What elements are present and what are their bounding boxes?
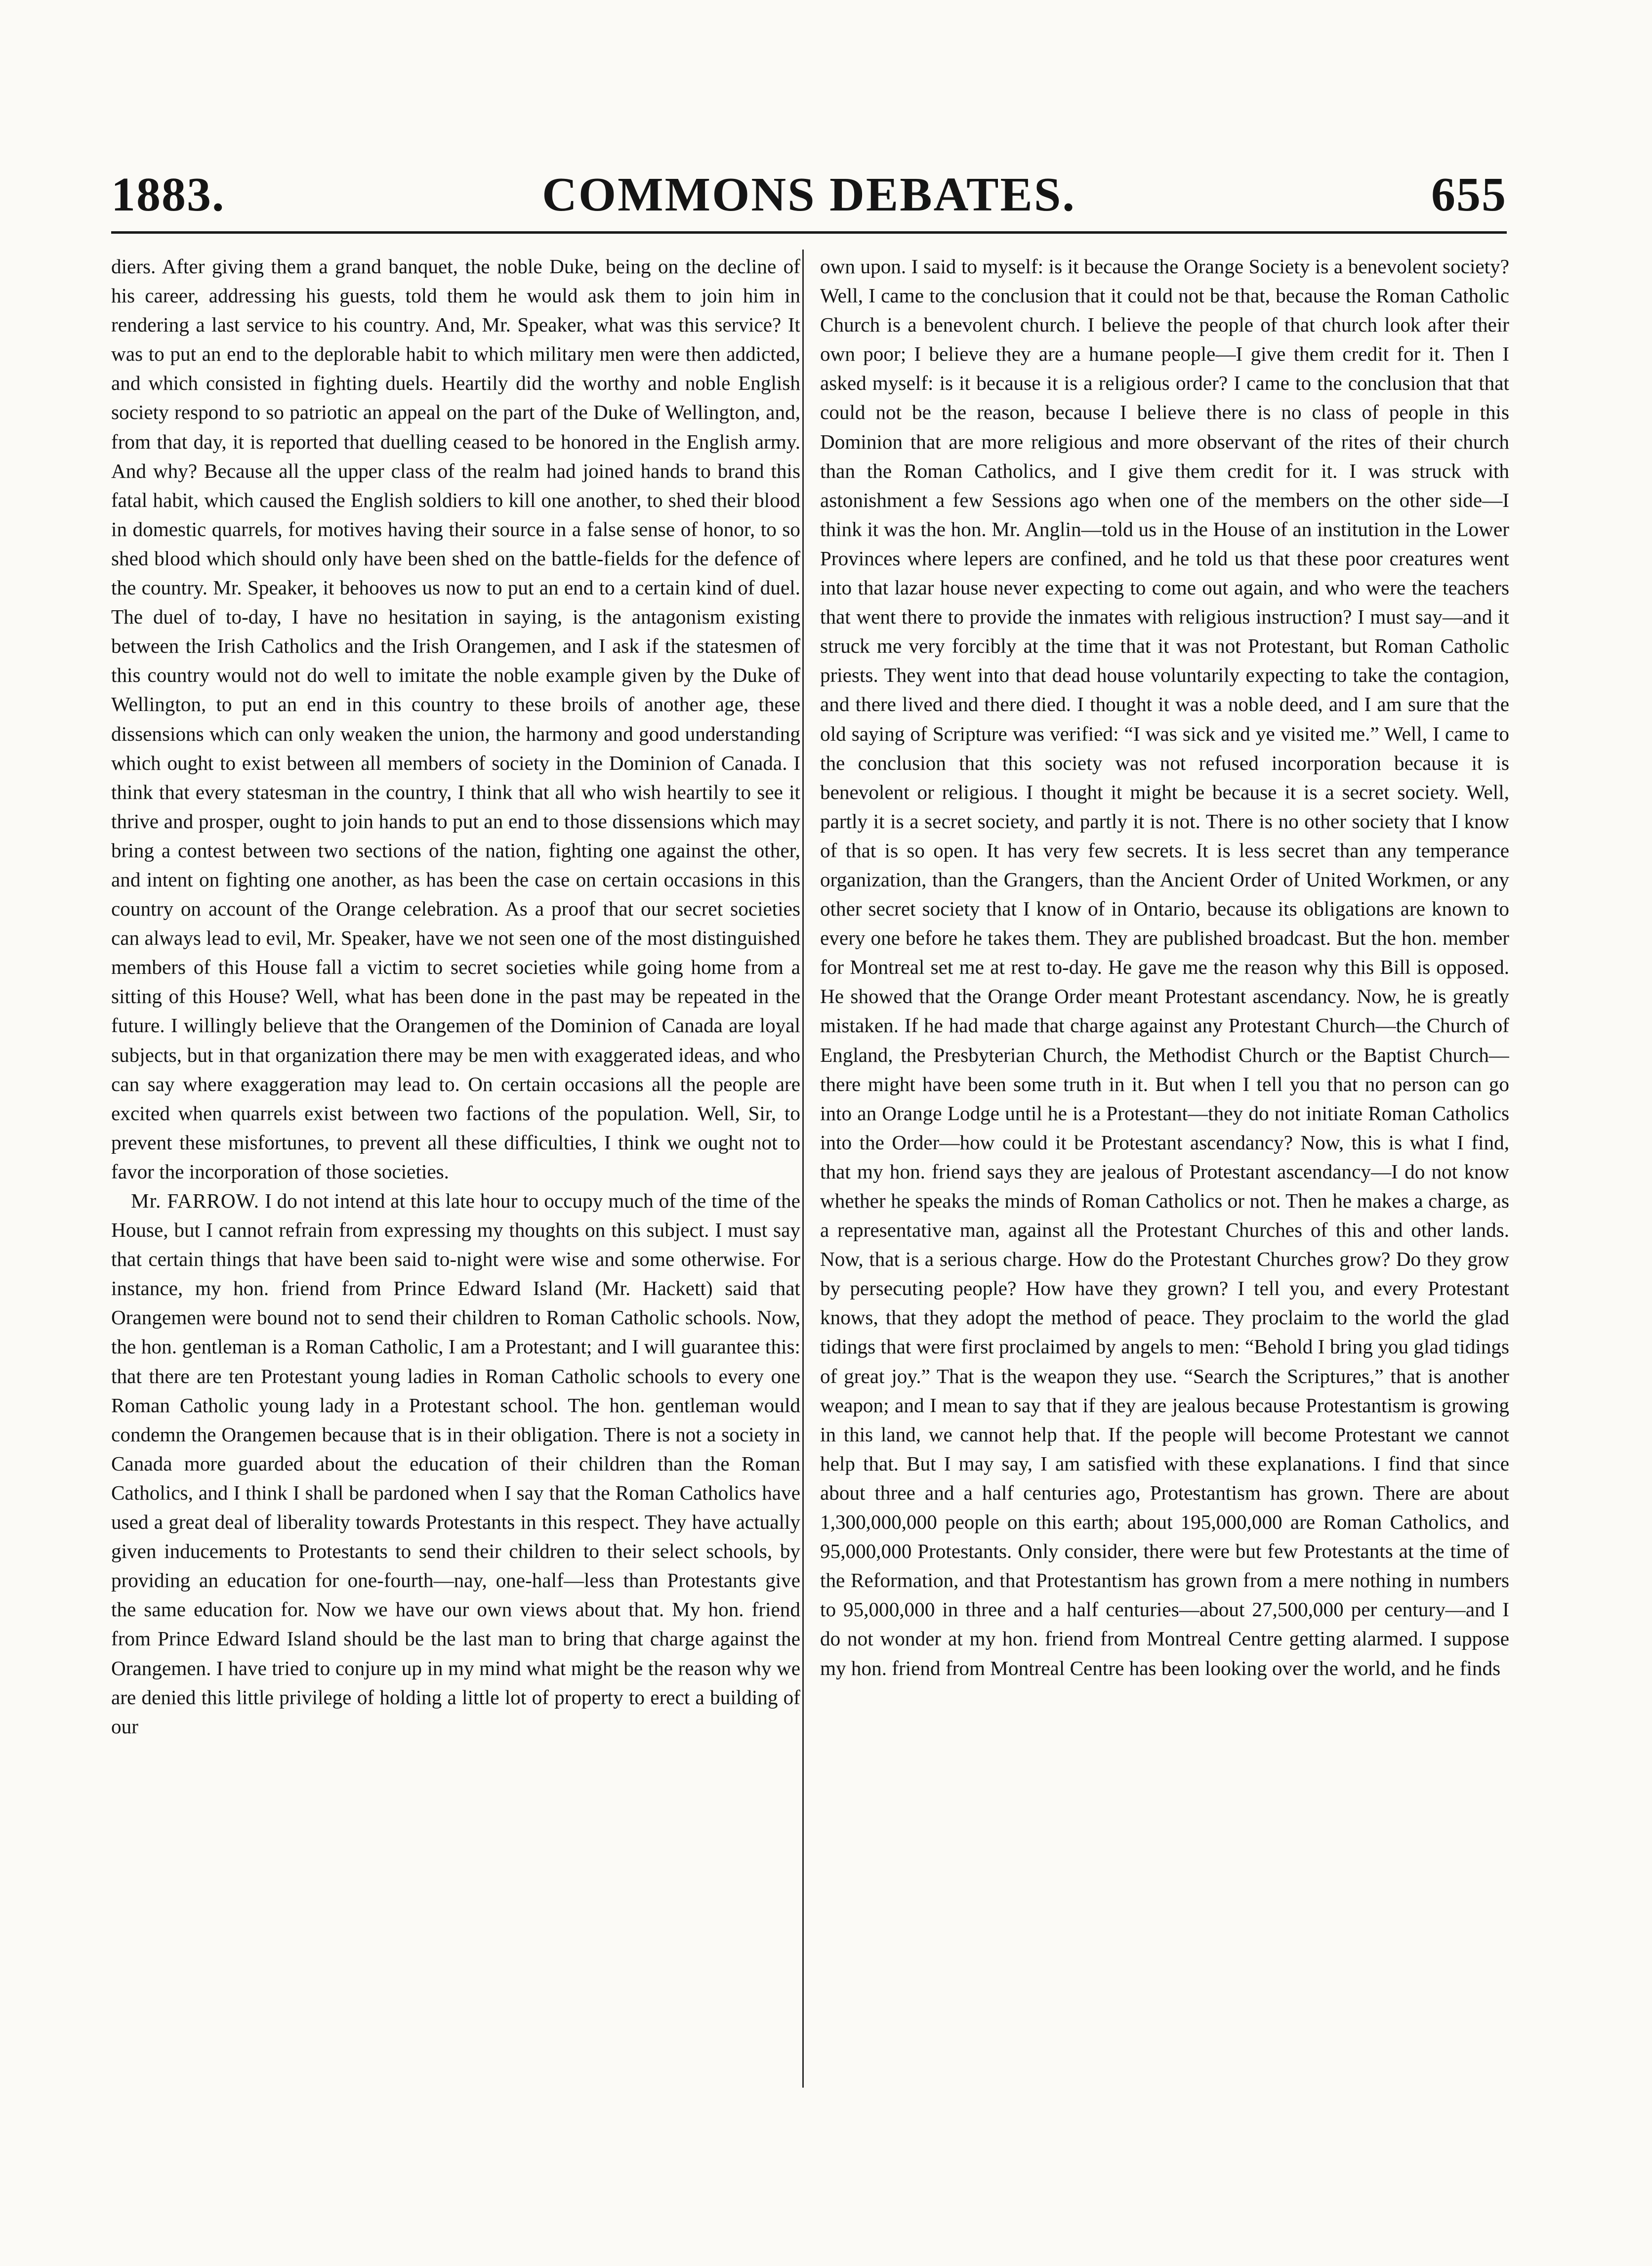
header-year: 1883. <box>111 168 225 221</box>
speaker-name: Mr. FARROW. <box>131 1189 259 1212</box>
column-divider <box>802 250 804 2088</box>
speech-text: I do not intend at this late hour to occupy much of the time of the House, but I cannot refrain from expressing my thoughts on this subject. I must say that certain things that have been said to-night were wise and some otherwise. For instance, my hon. friend from Prince Edward Island (Mr. Hackett) said that Orangemen were bound not to send their children to Roman Catholic schools. Now, the hon. gentleman is a Roman Catholic, I am a Protestant; and I will guarantee this: that there are ten Protestant young ladies in Roman Catholic schools to every one Roman Catholic young lady in a Protestant school. The hon. gentleman would condemn the Orangemen because that is in their obligation. There is not a society in Canada more guarded about the education of their children than the Roman Catholics, and I think I shall be pardoned when I say that the Roman Catholics have used a great deal of liberality towards Protestants in this respect. They have actually given inducements to Protestants to send their children to their select schools, by providing an education for one-fourth—nay, one-half—less than Protestants give the same education for. Now we have our own views about that. My hon. friend from Prince Edward Island should be the last man to bring that charge against the Orangemen. I have tried to conjure up in my mind what might be the reason why we are denied this little privilege of holding a little lot of property to erect a building of our <box>111 1189 800 1738</box>
left-paragraph-2 <box>111 1186 800 1741</box>
header-title: COMMONS DEBATES. <box>542 168 1076 221</box>
page-header <box>111 163 1507 222</box>
header-page-number: 655 <box>1431 168 1507 221</box>
left-paragraph-1: diers. After giving them a grand banquet, the noble Duke, being on the decline of his career, addressing his guests, told them he would ask them to join him in rendering a last service to his country. And, Mr. Speaker, what was this service? It was to put an end to the deplorable habit to which military men were then addicted, and which consisted in fighting duels. Heartily did the worthy and noble English society respond to so patriotic an appeal on the part of the Duke of Wellington, and, from that day, it is reported that duelling ceased to be honored in the English army. And why? Because all the upper class of the realm had joined hands to brand this fatal habit, which caused the English soldiers to kill one another, to shed their blood in domestic quarrels, for motives having their source in a false sense of honor, to so shed blood which should only have been shed on the battle-fields for the defence of the country. Mr. Speaker, it behooves us now to put an end to a certain kind of duel. The duel of to-day, I have no hesitation in saying, is the antagonism existing between the Irish Catholics and the Irish Orangemen, and I ask if the statesmen of this country would not do well to imitate the noble example given by the Duke of Wellington, to put an end in this country to these broils of another age, these dissensions which can only weaken the union, the harmony and good understanding which ought to exist between all members of society in the Dominion of Canada. I think that every statesman in the country, I think that all who wish heartily to see it thrive and prosper, ought to join hands to put an end to those dissensions which may bring a contest between two sections of the nation, fighting one against the other, and intent on fighting one another, as has been the case on certain occasions in this country on account of the Orange celebration. As a proof that our secret societies can always lead to evil, Mr. Speaker, have we not seen one of the most distinguished members of this House fall a victim to secret societies while going home from a sitting of this House? Well, what has been done in the past may be repeated in the future. I willingly believe that the Orangemen of the Dominion of Canada are loyal subjects, but in that organization there may be men with exaggerated ideas, and who can say where exaggeration may lead to. On certain occasions all the people are excited when quarrels exist between two factions of the population. Well, Sir, to prevent these misfortunes, to prevent all these difficulties, I think we ought not to favor the incorporation of those societies. <box>111 255 800 1183</box>
header-rule <box>111 231 1507 234</box>
left-column <box>111 252 800 2090</box>
right-paragraph-1: own upon. I said to myself: is it because the Orange Society is a benevolent society? Well, I came to the conclusion that it could not be that, because the Roman Catholic Church is a benevolent church. I believe the people of that church look after their own poor; I believe they are a humane people—I give them credit for it. Then I asked myself: is it because it is a religious order? I came to the conclusion that that could not be the reason, because I believe there is no class of people in this Dominion that are more religious and more observant of the rites of their church than the Roman Catholics, and I give them credit for it. I was struck with astonishment a few Sessions ago when one of the members on the other side—I think it was the hon. Mr. Anglin—told us in the House of an institution in the Lower Provinces where lepers are confined, and he told us that these poor creatures went into that lazar house never expecting to come out again, and who were the teachers that went there to provide the inmates with religious instruction? I must say—and it struck me very forcibly at the time that it was not Protestant, but Roman Catholic priests. They went into that dead house voluntarily expecting to take the contagion, and there lived and there died. I thought it was a noble deed, and I am sure that the old saying of Scripture was verified: “I was sick and ye visited me.” Well, I came to the conclusion that this society was not refused incorporation because it is benevolent or religious. I thought it might be because it is a secret society. Well, partly it is a secret society, and partly it is not. There is no other society that I know of that is so open. It has very few secrets. It is less secret than any temperance organization, than the Grangers, than the Ancient Order of United Workmen, or any other secret society that I know of in Ontario, because its obligations are known to every one before he takes them. They are published broadcast. But the hon. member for Montreal set me at rest to-day. He gave me the reason why this Bill is opposed. He showed that the Orange Order meant Protestant ascendancy. Now, he is greatly mistaken. If he had made that charge against any Protestant Church—the Church of England, the Presbyterian Church, the Methodist Church or the Baptist Church—there might have been some truth in it. But when I tell you that no person can go into an Orange Lodge until he is a Protestant—they do not initiate Roman Catholics into the Order—how could it be Protestant ascendancy? Now, this is what I find, that my hon. friend says they are jealous of Protestant ascendancy—I do not know whether he speaks the minds of Roman Catholics or not. Then he makes a charge, as a representative man, against all the Protestant Churches of this and other lands. Now, that is a serious charge. How do the Protestant Churches grow? Do they grow by persecuting people? How have they grown? I tell you, and every Protestant knows, that they adopt the method of peace. They proclaim to the world the glad tidings that were first proclaimed by angels to men: “Behold I bring you glad tidings of great joy.” That is the weapon they use. “Search the Scriptures,” that is another weapon; and I mean to say that if they are jealous because Protestantism is growing in this land, we cannot help that. If the people will become Protestant we cannot help that. But I may say, I am satisfied with these explanations. I find that since about three and a half centuries ago, Protestantism has grown. There are about 1,300,000,000 people on this earth; about 195,000,000 are Roman Catholics, and 95,000,000 Protestants. Only consider, there were but few Protestants at the time of the Reformation, and that Protestantism has grown from a mere nothing in numbers to 95,000,000 in three and a half centuries—about 27,500,000 per century—and I do not wonder at my hon. friend from Montreal Centre getting alarmed. I suppose my hon. friend from Montreal Centre has been looking over the world, and he finds <box>820 255 1509 1679</box>
right-column <box>820 252 1509 2090</box>
